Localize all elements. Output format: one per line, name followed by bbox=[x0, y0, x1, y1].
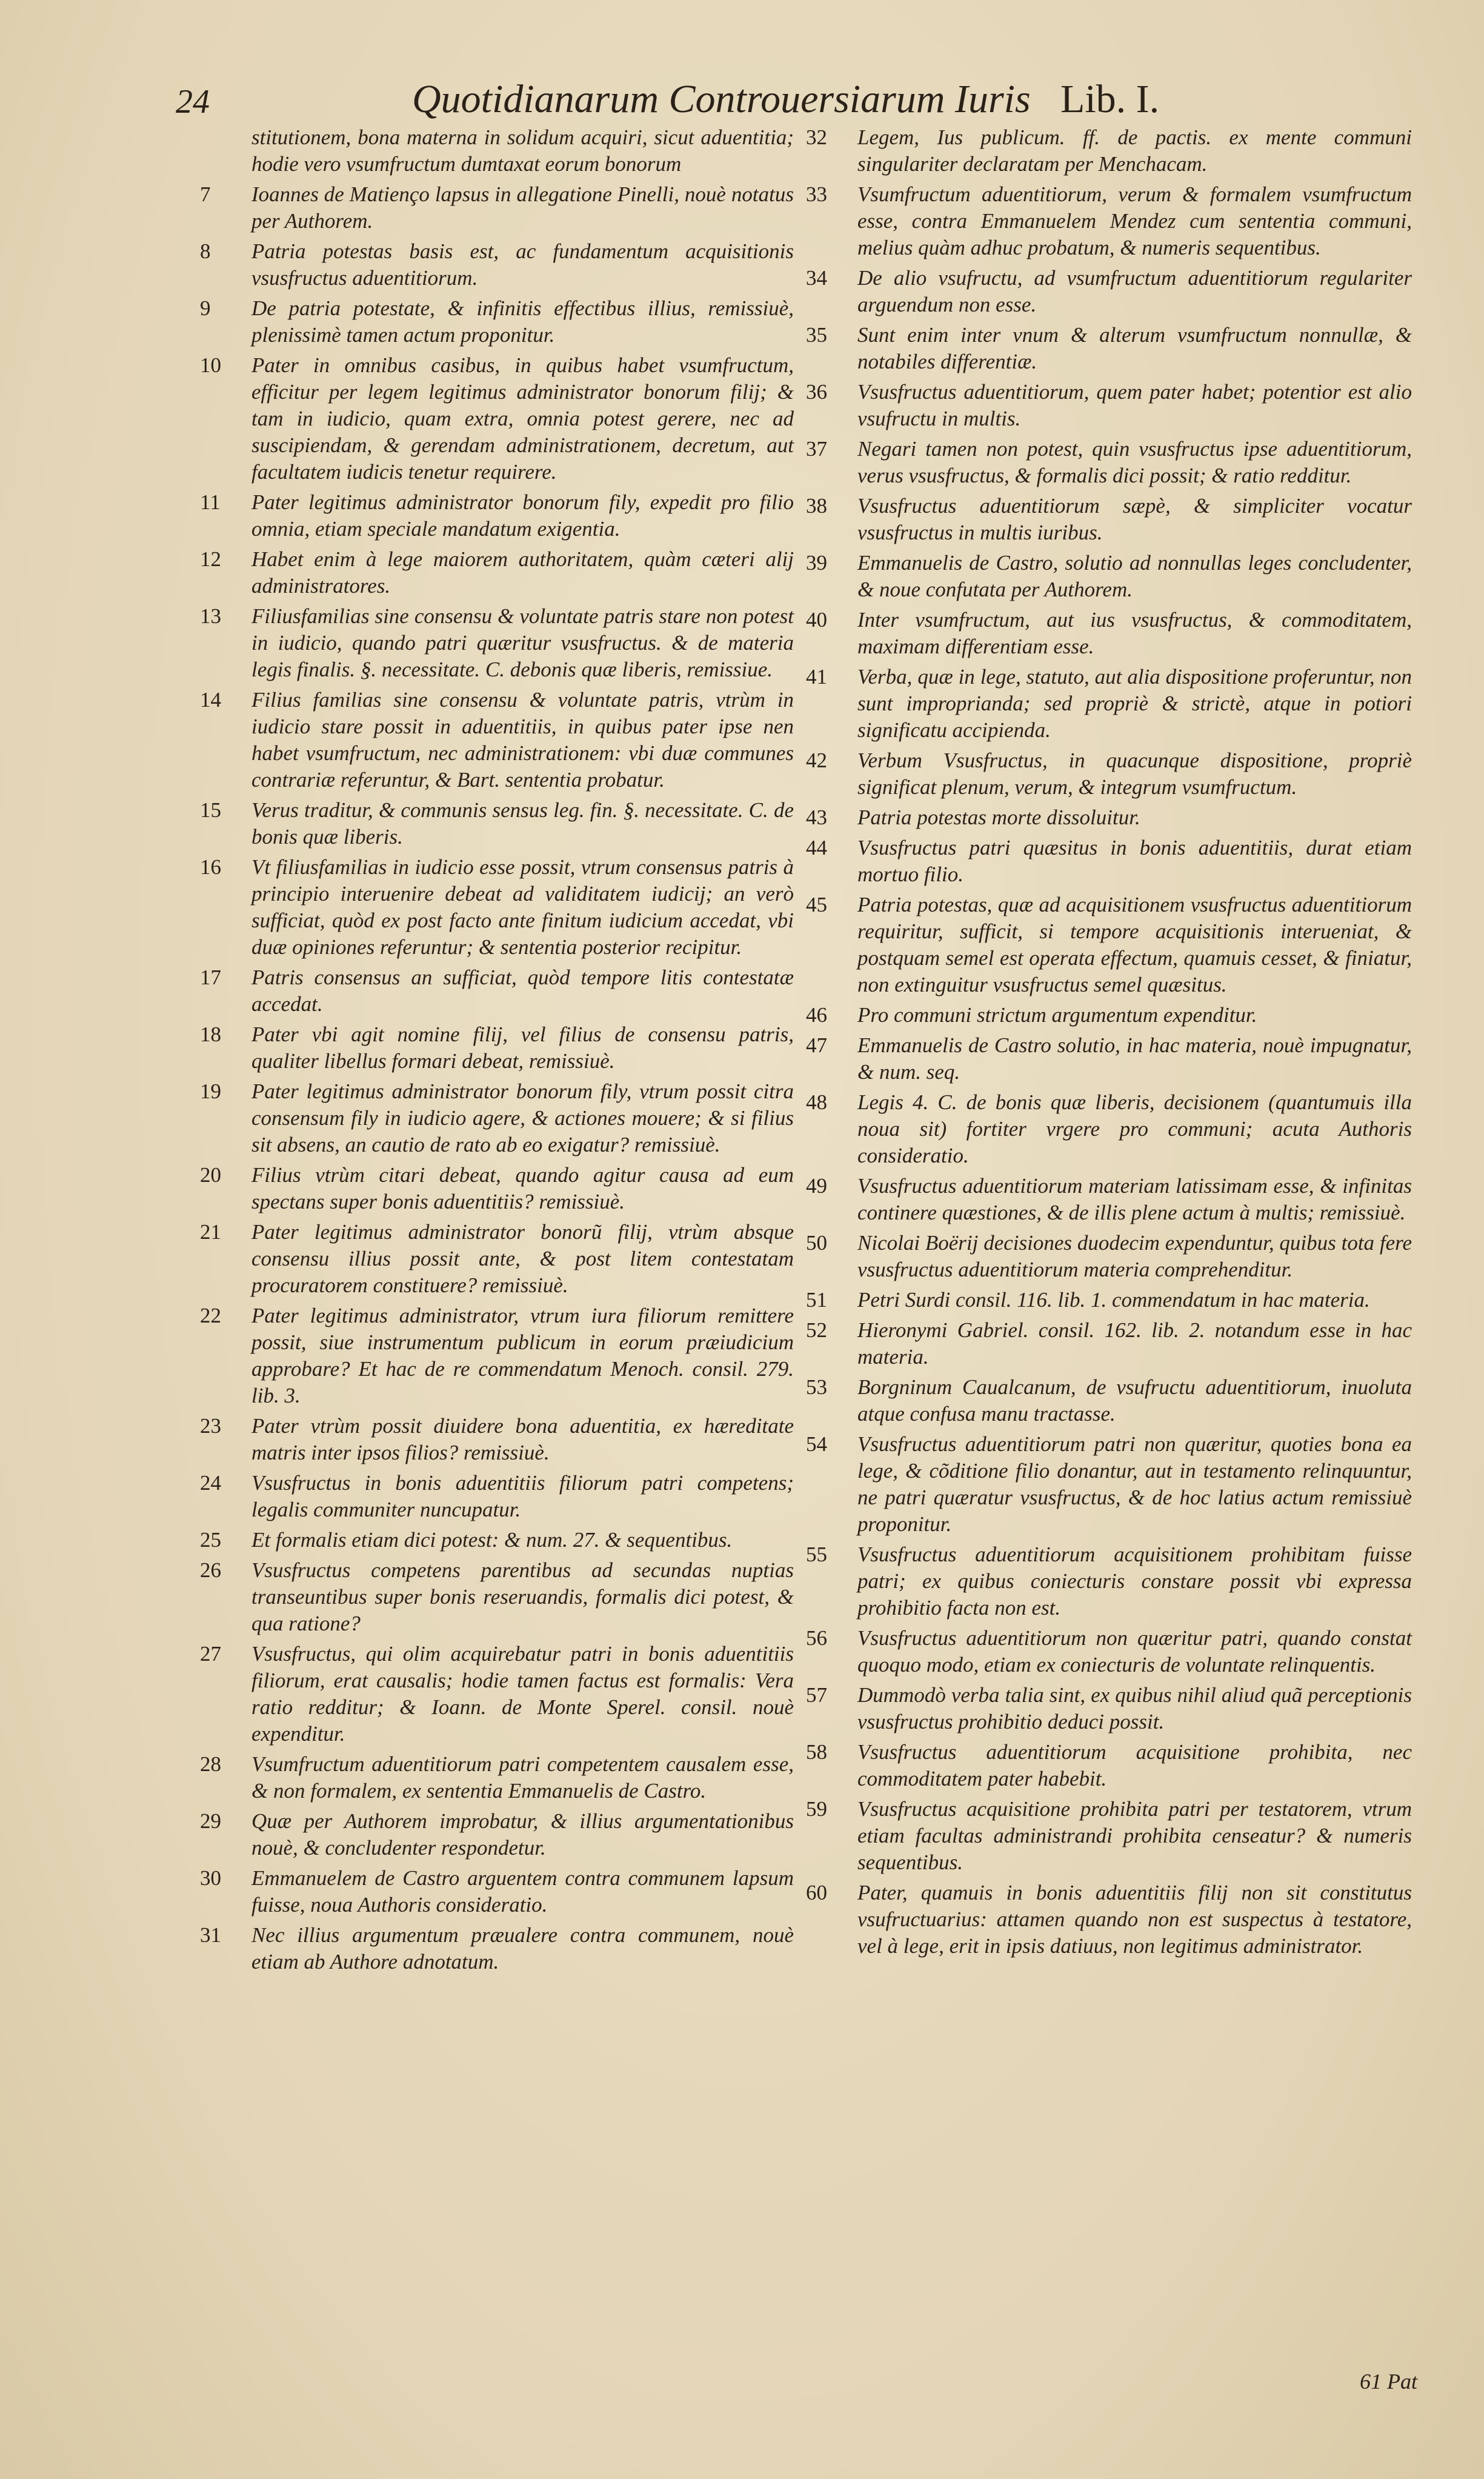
entry-number: 30 bbox=[200, 1866, 221, 1890]
summary-entry bbox=[200, 964, 794, 1018]
summary-entry bbox=[200, 546, 794, 599]
summary-entry bbox=[200, 1219, 794, 1299]
summary-entry bbox=[200, 238, 794, 292]
entry-number: 45 bbox=[806, 893, 827, 916]
summary-entry bbox=[200, 687, 794, 793]
entry-text: Vsumfructum aduentitiorum patri competentem causalem esse, & non formalem, ex sententia Emmanuelis de Castro. bbox=[251, 1752, 794, 1803]
entry-number: 50 bbox=[806, 1231, 827, 1255]
entry-number: 10 bbox=[200, 353, 221, 377]
summary-entry bbox=[806, 1089, 1412, 1169]
summary-entry bbox=[806, 892, 1412, 998]
summary-entry bbox=[200, 1021, 794, 1075]
entry-text: Pater vtrùm possit diuidere bona aduentitia, ex hæreditate matris inter ipsos filios? remissiuè. bbox=[251, 1414, 794, 1464]
entry-number: 57 bbox=[806, 1683, 827, 1707]
entry-text: Filius familias sine consensu & voluntate patris, vtrùm in iudicio stare possit in aduentitiis, in quibus pater ipse nen habet vsumfructum, nec administrationem: vbi duæ communes contrariæ referuntur, & Bart. sententia probatur. bbox=[251, 688, 794, 792]
entry-text: Vsusfructus aduentitiorum acquisitione prohibita, nec commoditatem pater habebit. bbox=[857, 1740, 1412, 1790]
entry-text: Inter vsumfructum, aut ius vsusfructus, & commoditatem, maximam differentiam esse. bbox=[857, 608, 1412, 658]
entry-text: Nicolai Boërij decisiones duodecim expenduntur, quibus tota fere vsusfructus aduentitiorum materia comprehenditur. bbox=[857, 1231, 1412, 1281]
summary-entry bbox=[200, 1865, 794, 1918]
entry-text: Pater in omnibus casibus, in quibus habet vsumfructum, efficitur per legem legitimus administrator bonorum filij; & tam in iudicio, quam extra, omnia potest gerere, nec ad suscipiendam, & gerendam administrationem, decretum, aut facultatem iudicis tenetur requirere. bbox=[251, 353, 794, 484]
entry-text: Et formalis etiam dici potest: & num. 27. & sequentibus. bbox=[251, 1528, 733, 1552]
entry-text: Vsusfructus aduentitiorum non quæritur patri, quando constat quoquo modo, etiam ex coniecturis de voluntate relinquentis. bbox=[857, 1626, 1412, 1677]
entry-text: Legis 4. C. de bonis quæ liberis, decisionem (quantumuis illa noua sit) fortiter vrgere pro communi; acuta Authoris consideratio. bbox=[857, 1090, 1412, 1167]
entry-text: Patris consensus an sufficiat, quòd tempore litis contestatæ accedat. bbox=[251, 966, 794, 1016]
entry-text: Nec illius argumentum præualere contra communem, nouè etiam ab Authore adnotatum. bbox=[251, 1923, 794, 1974]
summary-entry bbox=[200, 1527, 794, 1553]
left-column bbox=[200, 124, 794, 1979]
entry-number: 56 bbox=[806, 1626, 827, 1650]
entry-text: Vsusfructus aduentitiorum sæpè, & simpliciter vocatur vsusfructus in multis iuribus. bbox=[857, 494, 1412, 544]
entry-text: Vsusfructus patri quæsitus in bonis aduentitiis, durat etiam mortuo filio. bbox=[857, 836, 1412, 886]
entry-text: Vsusfructus aduentitiorum materiam latissimam esse, & infinitas continere quæstiones, & de illis plene actum à multis; remissiuè. bbox=[857, 1174, 1412, 1224]
entry-text: Hieronymi Gabriel. consil. 162. lib. 2. notandum esse in hac materia. bbox=[857, 1318, 1412, 1369]
entry-text: Habet enim à lege maiorem authoritatem, quàm cæteri alij administratores. bbox=[251, 547, 794, 598]
summary-entry bbox=[200, 1751, 794, 1804]
summary-entry bbox=[200, 1557, 794, 1637]
entry-number: 52 bbox=[806, 1318, 827, 1342]
summary-entry bbox=[806, 493, 1412, 546]
summary-entry bbox=[806, 1173, 1412, 1226]
entry-number: 26 bbox=[200, 1558, 221, 1582]
entry-number: 43 bbox=[806, 806, 827, 829]
entry-text: Vsusfructus aduentitiorum acquisitionem prohibitam fuisse patri; ex quibus coniecturis constare possit vbi expressa prohibitio facta non est. bbox=[857, 1543, 1412, 1620]
summary-entry bbox=[806, 436, 1412, 489]
entry-text: Sunt enim inter vnum & alterum vsumfructum nonnullæ, & notabiles differentiæ. bbox=[857, 323, 1412, 373]
summary-entry bbox=[200, 1470, 794, 1523]
summary-entry bbox=[200, 1413, 794, 1466]
summary-entry bbox=[806, 747, 1412, 801]
entry-number: 44 bbox=[806, 836, 827, 859]
summary-entry bbox=[806, 1880, 1412, 1960]
entry-number: 58 bbox=[806, 1740, 827, 1764]
entry-number: 8 bbox=[200, 239, 211, 263]
entry-text: Emmanuelis de Castro, solutio ad nonnullas leges concludenter, & noue confutata per Authorem. bbox=[857, 551, 1412, 601]
entry-text: Pro communi strictum argumentum expenditur. bbox=[857, 1003, 1257, 1027]
summary-entry bbox=[200, 181, 794, 235]
entry-text: Vsusfructus aduentitiorum, quem pater habet; potentior est alio vsufructu in multis. bbox=[857, 380, 1412, 430]
summary-entry bbox=[200, 603, 794, 683]
entry-number: 40 bbox=[806, 608, 827, 632]
entry-number: 13 bbox=[200, 604, 221, 628]
entry-text: De alio vsufructu, ad vsumfructum aduentitiorum regulariter arguendum non esse. bbox=[857, 266, 1412, 316]
summary-entry bbox=[806, 379, 1412, 432]
entry-number: 35 bbox=[806, 323, 827, 347]
entry-text: Verba, quæ in lege, statuto, aut alia dispositione proferuntur, non sunt improprianda; sed propriè & strictè, atque in potiori significatu accipienda. bbox=[857, 665, 1412, 742]
summary-entry bbox=[806, 1431, 1412, 1538]
entry-number: 11 bbox=[200, 490, 221, 514]
summary-entry bbox=[200, 1808, 794, 1861]
entry-number: 12 bbox=[200, 547, 221, 571]
entry-text: Filiusfamilias sine consensu & voluntate patris stare non potest in iudicio, quando patri quæritur vsusfructus. & de materia legis finalis. §. necessitate. C. debonis quæ liberis, remissiue. bbox=[251, 604, 794, 681]
summary-entry bbox=[806, 1002, 1412, 1029]
entry-number: 29 bbox=[200, 1809, 221, 1833]
summary-entry bbox=[806, 1032, 1412, 1086]
summary-entry bbox=[806, 1541, 1412, 1621]
entry-text: Dummodò verba talia sint, ex quibus nihil aliud quã perceptionis vsusfructus prohibitio deduci possit. bbox=[857, 1683, 1412, 1733]
summary-entry bbox=[806, 1287, 1412, 1313]
entry-text: De patria potestate, & infinitis effectibus illius, remissiuè, plenissimè tamen actum proponitur. bbox=[251, 296, 794, 347]
entry-text: Borgninum Caualcanum, de vsufructu aduentitiorum, inuoluta atque confusa manu tractasse. bbox=[857, 1375, 1412, 1426]
summary-entry bbox=[806, 1374, 1412, 1427]
entry-number: 31 bbox=[200, 1923, 221, 1947]
entry-text: Vt filiusfamilias in iudicio esse possit, vtrum consensus patris à principio interuenire debeat ad validitatem iudicij; an verò sufficiat, quòd ex post facto ante finitum iudicium accedat, vbi duæ opiniones referuntur; & sententia posterior recipitur. bbox=[251, 855, 794, 959]
entry-number: 53 bbox=[806, 1375, 827, 1399]
summary-entry bbox=[200, 797, 794, 850]
entry-number: 55 bbox=[806, 1543, 827, 1566]
summary-entry bbox=[806, 181, 1412, 261]
summary-entry bbox=[806, 1625, 1412, 1678]
summary-entry bbox=[200, 352, 794, 485]
page-header bbox=[176, 72, 1442, 126]
entry-number: 42 bbox=[806, 749, 827, 772]
entry-number: 9 bbox=[200, 296, 211, 320]
entry-number: 7 bbox=[200, 182, 211, 206]
entry-text: Verbum Vsusfructus, in quacunque dispositione, propriè significat plenum, verum, & integrum vsumfructum. bbox=[857, 749, 1412, 799]
entry-text: Vsumfructum aduentitiorum, verum & formalem vsumfructum esse, contra Emmanuelem Mendez cum sententia communi, melius quàm adhuc probatum, & numeris sequentibus. bbox=[857, 182, 1412, 259]
entry-text: Patria potestas, quæ ad acquisitionem vsusfructus aduentitiorum requiritur, sufficit, si tempore acquisitionis interueniat, & postquam semel est operata effectum, quamuis cesset, & finiatur, non extinguitur vsusfructus semel quæsitus. bbox=[857, 893, 1412, 996]
entry-number: 18 bbox=[200, 1023, 221, 1046]
entry-number: 15 bbox=[200, 798, 221, 822]
summary-entry bbox=[200, 1303, 794, 1409]
entry-number: 28 bbox=[200, 1752, 221, 1776]
entry-text: Pater legitimus administrator bonorũ filij, vtrùm absque consensu illius possit ante, & post litem contestatam procuratorem constituere? remissiuè. bbox=[251, 1220, 794, 1297]
summary-entry bbox=[200, 854, 794, 961]
entry-number: 48 bbox=[806, 1090, 827, 1114]
summary-entry bbox=[200, 489, 794, 542]
summary-entry bbox=[806, 322, 1412, 375]
entry-number: 34 bbox=[806, 266, 827, 290]
entry-number: 17 bbox=[200, 966, 221, 989]
entry-text: Vsusfructus competens parentibus ad secundas nuptias transeuntibus super bonis reseruandis, formalis dici potest, & qua ratione? bbox=[251, 1558, 794, 1635]
entry-text: Ioannes de Matienço lapsus in allegatione Pinelli, nouè notatus per Authorem. bbox=[251, 182, 794, 233]
catchword: 61 Pat bbox=[1360, 2369, 1417, 2394]
summary-entry bbox=[806, 835, 1412, 888]
entry-number: 20 bbox=[200, 1163, 221, 1187]
entry-text: Quæ per Authorem improbatur, & illius argumentationibus nouè, & concludenter respondetur. bbox=[251, 1809, 794, 1860]
entry-text: Filius vtrùm citari debeat, quando agitur causa ad eum spectans super bonis aduentitiis? remissiuè. bbox=[251, 1163, 794, 1213]
entry-number: 23 bbox=[200, 1414, 221, 1438]
entry-number: 46 bbox=[806, 1003, 827, 1027]
entry-number: 19 bbox=[200, 1079, 221, 1103]
entry-number: 41 bbox=[806, 665, 827, 689]
entry-text: Patria potestas morte dissoluitur. bbox=[857, 806, 1140, 829]
summary-entry bbox=[200, 1162, 794, 1215]
entry-text: Negari tamen non potest, quin vsusfructus ipse aduentitiorum, verus vsusfructus, & formalis dici possit; & ratio redditur. bbox=[857, 437, 1412, 487]
entry-number: 22 bbox=[200, 1304, 221, 1327]
entry-number: 60 bbox=[806, 1881, 827, 1904]
entry-text: Vsusfructus acquisitione prohibita patri per testatorem, vtrum etiam facultas administrandi prohibita censeatur? & numeris sequentibus. bbox=[857, 1797, 1412, 1874]
entry-number: 24 bbox=[200, 1471, 221, 1495]
entry-number: 27 bbox=[200, 1642, 221, 1666]
summary-entry bbox=[806, 124, 1412, 178]
entry-text: Pater legitimus administrator bonorum fily, expedit pro filio omnia, etiam speciale mandatum exigentia. bbox=[251, 490, 794, 541]
entry-number: 36 bbox=[806, 380, 827, 404]
entry-number: 51 bbox=[806, 1288, 827, 1312]
entry-number: 21 bbox=[200, 1220, 221, 1244]
entry-text: Verus traditur, & communis sensus leg. fin. §. necessitate. C. de bonis quæ liberis. bbox=[251, 798, 794, 849]
entry-text: stitutionem, bona materna in solidum acquiri, sicut aduentitia; hodie vero vsumfructum dumtaxat eorum bonorum bbox=[251, 125, 794, 176]
entry-number: 32 bbox=[806, 125, 827, 149]
entry-number: 47 bbox=[806, 1033, 827, 1057]
summary-entry bbox=[806, 265, 1412, 318]
entry-number: 59 bbox=[806, 1797, 827, 1821]
entry-text: Vsusfructus, qui olim acquirebatur patri in bonis aduentitiis filiorum, erat causalis; hodie tamen factus est formalis: Vera ratio redditur; & Ioann. de Monte Sperel. consil. nouè expenditur. bbox=[251, 1642, 794, 1746]
summary-entry bbox=[806, 1739, 1412, 1792]
entry-number: 16 bbox=[200, 855, 221, 879]
entry-text: Pater legitimus administrator, vtrum iura filiorum remittere possit, siue instrumentum publicum in eorum præiudicium approbare? Et hac de re commendatum Menoch. consil. 279. lib. 3. bbox=[251, 1304, 794, 1407]
summary-entry bbox=[806, 804, 1412, 831]
entry-text: Legem, Ius publicum. ff. de pactis. ex mente communi singulariter declaratam per Menchacam. bbox=[857, 125, 1412, 176]
entry-number: 49 bbox=[806, 1174, 827, 1198]
summary-entry bbox=[806, 607, 1412, 660]
running-title: Quotidianarum Controuersiarum Iuris bbox=[412, 77, 1031, 121]
entry-number: 33 bbox=[806, 182, 827, 206]
entry-text: Emmanuelis de Castro solutio, in hac materia, nouè impugnatur, & num. seq. bbox=[857, 1033, 1412, 1084]
entry-number: 14 bbox=[200, 688, 221, 712]
book-label: Lib. I. bbox=[1060, 77, 1160, 121]
summary-entry bbox=[200, 295, 794, 349]
summary-entry bbox=[806, 1682, 1412, 1735]
entry-number: 39 bbox=[806, 551, 827, 575]
entry-text: Pater, quamuis in bonis aduentitiis filij non sit constitutus vsufructuarius: attamen quando non est suspectus à testatore, vel à lege, erit in ipsis datiuus, non legitimus administrator. bbox=[857, 1881, 1412, 1958]
entry-text: Vsusfructus aduentitiorum patri non quæritur, quoties bona ea lege, & cõditione filio donantur, aut in testamento relinquuntur, ne patri quæratur vsusfructus, & de hoc latius actum remissiuè proponitur. bbox=[857, 1432, 1412, 1536]
summary-entry bbox=[806, 1230, 1412, 1283]
entry-text: Pater legitimus administrator bonorum fily, vtrum possit citra consensum fily in iudicio agere, & actiones mouere; & si filius sit absens, an cautio de rato ab eo exigatur? remissiuè. bbox=[251, 1079, 794, 1156]
entry-text: Pater vbi agit nomine filij, vel filius de consensu patris, qualiter libellus formari debeat, remissiuè. bbox=[251, 1023, 794, 1073]
entry-text: Vsusfructus in bonis aduentitiis filiorum patri competens; legalis communiter nuncupatur. bbox=[251, 1471, 794, 1521]
entry-text: Patria potestas basis est, ac fundamentum acquisitionis vsusfructus aduentitiorum. bbox=[251, 239, 794, 290]
summary-entry bbox=[200, 124, 794, 178]
summary-entry bbox=[200, 1641, 794, 1747]
entry-number: 25 bbox=[200, 1528, 221, 1552]
entry-text: Petri Surdi consil. 116. lib. 1. commendatum in hac materia. bbox=[857, 1288, 1370, 1312]
entry-number: 38 bbox=[806, 494, 827, 518]
summary-entry bbox=[806, 1796, 1412, 1876]
entry-text: Emmanuelem de Castro arguentem contra communem lapsum fuisse, noua Authoris consideratio. bbox=[251, 1866, 794, 1917]
summary-entry bbox=[806, 664, 1412, 744]
right-column bbox=[806, 124, 1412, 1963]
summary-entry bbox=[200, 1078, 794, 1158]
page-number: 24 bbox=[176, 83, 210, 121]
summary-entry bbox=[806, 550, 1412, 603]
entry-number: 37 bbox=[806, 437, 827, 461]
entry-number: 54 bbox=[806, 1432, 827, 1456]
summary-entry bbox=[200, 1922, 794, 1975]
summary-entry bbox=[806, 1317, 1412, 1370]
